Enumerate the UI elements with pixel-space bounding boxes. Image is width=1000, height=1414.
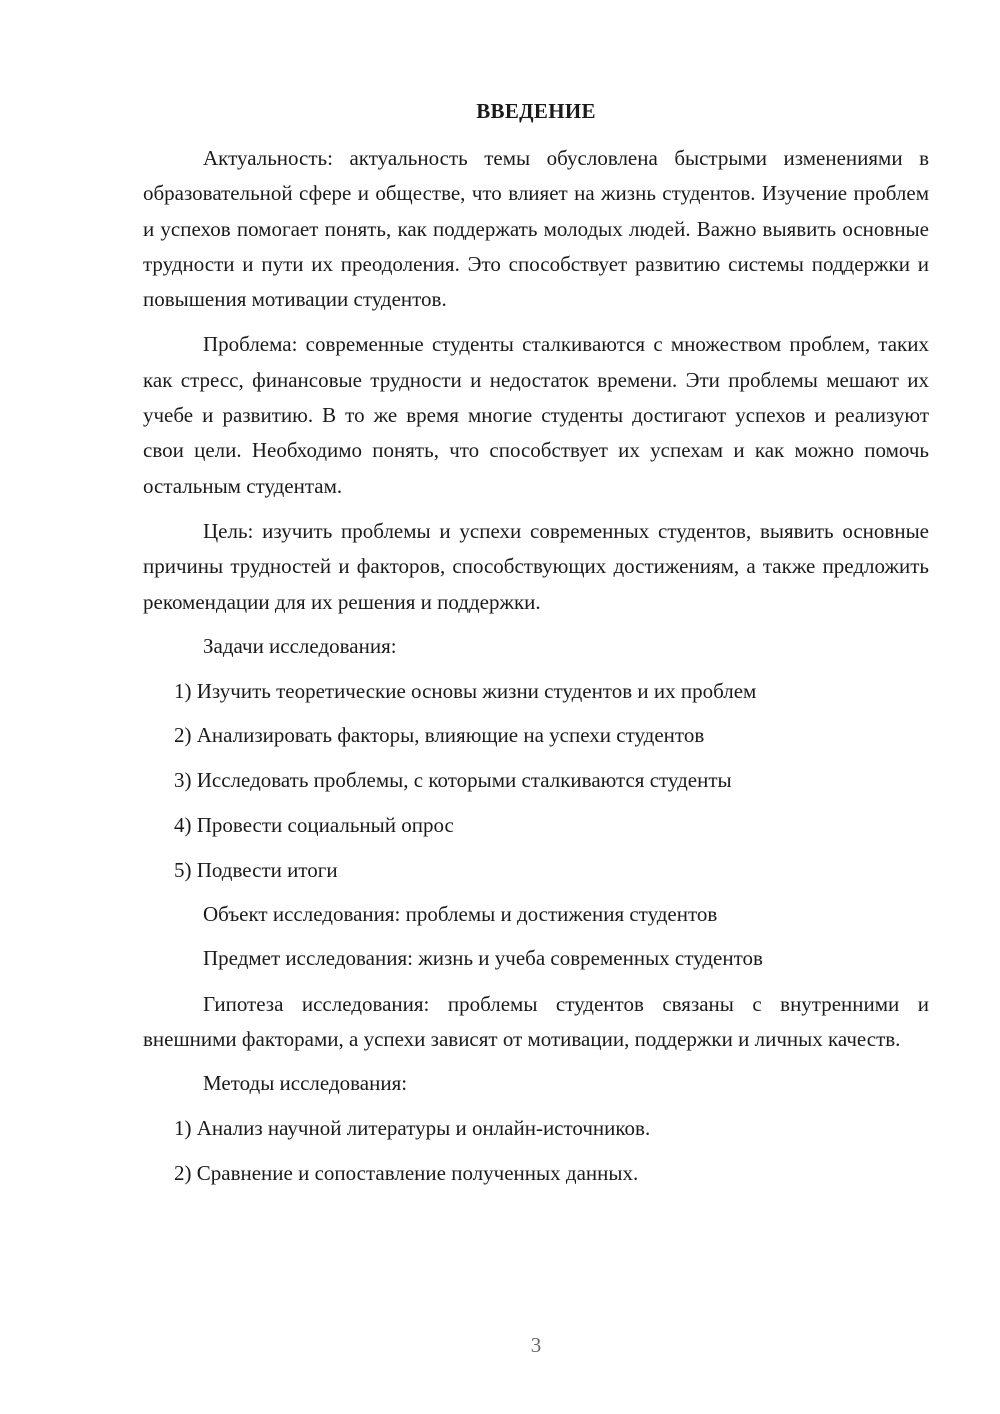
method-item: 1) Анализ научной литературы и онлайн-источников. [174, 1116, 651, 1141]
method-item: 2) Сравнение и сопоставление полученных данных. [174, 1160, 639, 1185]
task-item: 5) Подвести итоги [174, 857, 338, 882]
tasks-heading: Задачи исследования: [203, 633, 397, 658]
page-title: ВВЕДЕНИЕ [476, 99, 596, 123]
task-item: 2) Анализировать факторы, влияющие на успехи студентов [174, 723, 705, 748]
problem-paragraph: Проблема: современные студенты сталкиваются с множеством проблем, таких как стресс, финансовые трудности и недостаток времени. Эти проблемы мешают их учебе и развитию. В то же время многие студенты достигают успехов и реализуют свои цели. Необходимо понять, что способствует их успехам и как можно помочь остальным студентам. [143, 332, 929, 498]
research-object: Объект исследования: проблемы и достижения студентов [203, 902, 718, 927]
hypothesis-paragraph: Гипотеза исследования: проблемы студентов связаны с внутренними и внешними факторами, а успехи зависят от мотивации, поддержки и личных качеств. [143, 991, 929, 1052]
task-item: 3) Исследовать проблемы, с которыми сталкиваются студенты [174, 768, 732, 793]
task-item: 1) Изучить теоретические основы жизни студентов и их проблем [174, 678, 757, 703]
page-number: 3 [530, 1333, 542, 1357]
task-item: 4) Провести социальный опрос [174, 813, 454, 838]
research-subject: Предмет исследования: жизнь и учеба современных студентов [203, 946, 763, 971]
methods-heading: Методы исследования: [203, 1071, 408, 1096]
goal-paragraph: Цель: изучить проблемы и успехи современных студентов, выявить основные причины трудностей и факторов, способствующих достижениям, а также предложить рекомендации для их решения и поддержки. [143, 518, 929, 614]
page-content [143, 94, 929, 1191]
relevance-paragraph: Актуальность: актуальность темы обусловлена быстрыми изменениями в образовательной сфере и обществе, что влияет на жизнь студентов. Изучение проблем и успехов помогает понять, как поддержать молодых людей. Важно выявить основные трудности и пути их преодоления. Это способствует развитию системы поддержки и повышения мотивации студентов. [143, 146, 929, 312]
